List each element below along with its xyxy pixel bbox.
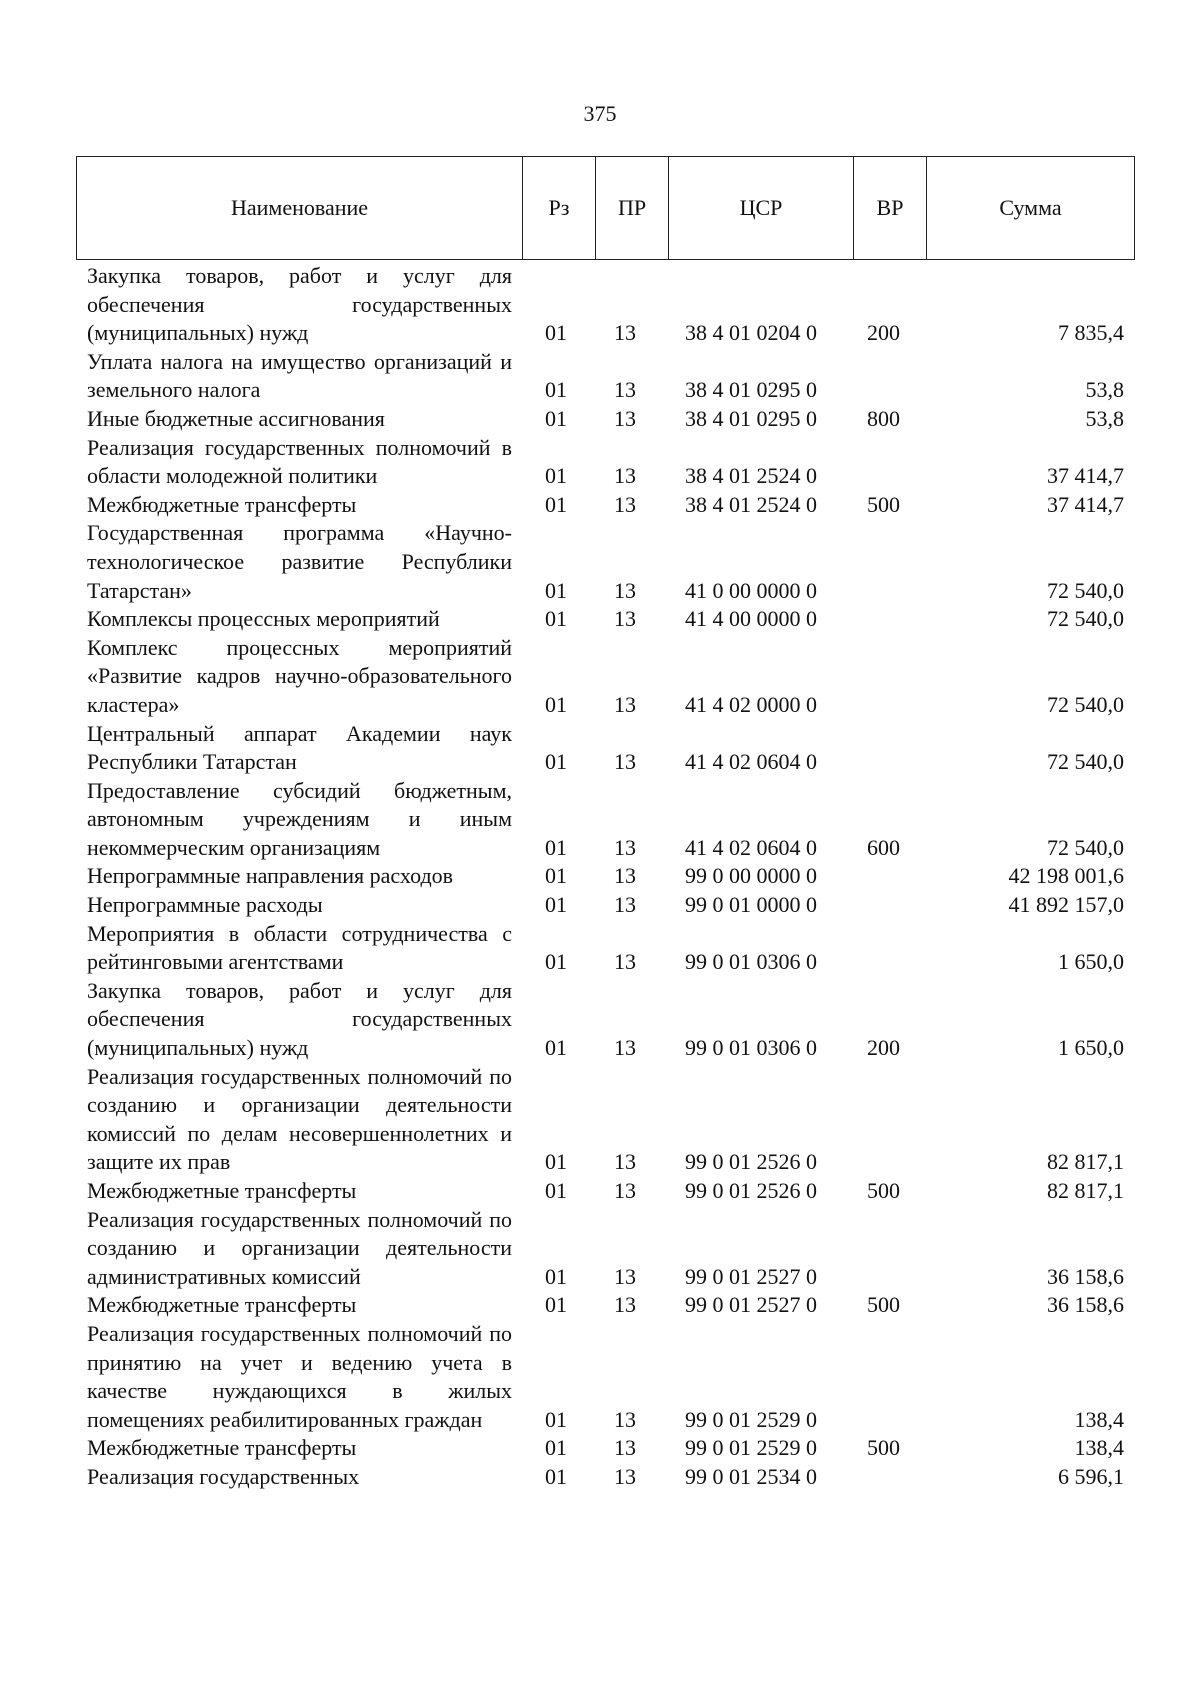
table-row: [0, 1434, 1200, 1463]
row-vr: 500: [867, 1435, 900, 1461]
row-rz: 01: [545, 1149, 567, 1175]
table-row: [0, 434, 1200, 491]
row-pr: 13: [614, 606, 636, 632]
header-sum: Сумма: [926, 157, 1134, 259]
row-csr: 99 0 01 2527 0: [685, 1292, 817, 1318]
row-pr: 13: [614, 1435, 636, 1461]
table-row: [0, 977, 1200, 1063]
row-pr: 13: [614, 1406, 636, 1432]
row-csr: 41 4 02 0000 0: [685, 691, 817, 717]
header-csr: ЦСР: [668, 157, 853, 259]
row-vr: 200: [867, 1035, 900, 1061]
row-csr: 99 0 00 0000 0: [685, 863, 817, 889]
table-row: [0, 262, 1200, 348]
row-csr: 41 0 00 0000 0: [685, 577, 817, 603]
row-csr: 99 0 01 0306 0: [685, 949, 817, 975]
row-name: Межбюджетные трансферты: [87, 1435, 357, 1461]
row-rz: 01: [545, 691, 567, 717]
row-rz: 01: [545, 1292, 567, 1318]
row-pr: 13: [614, 1292, 636, 1318]
row-vr: 200: [867, 320, 900, 346]
row-rz: 01: [545, 863, 567, 889]
row-sum: 82 817,1: [1047, 1149, 1124, 1175]
row-pr: 13: [614, 749, 636, 775]
header-name: Наименование: [230, 195, 369, 220]
row-csr: 41 4 02 0604 0: [685, 834, 817, 860]
header-vr: ВР: [853, 157, 926, 259]
row-rz: 01: [545, 491, 567, 517]
table-row: [0, 891, 1200, 920]
row-csr: 38 4 01 0295 0: [685, 405, 817, 431]
table-body: [0, 262, 1200, 1492]
row-sum: 6 596,1: [1058, 1463, 1124, 1489]
row-rz: 01: [545, 1263, 567, 1289]
row-csr: 38 4 01 2524 0: [685, 463, 817, 489]
row-sum: 1 650,0: [1058, 1035, 1124, 1061]
row-sum: 72 540,0: [1047, 577, 1124, 603]
table-row: [0, 720, 1200, 777]
row-name: Иные бюджетные ассигнования: [87, 405, 385, 431]
header-pr: ПР: [595, 157, 668, 259]
row-rz: 01: [545, 1406, 567, 1432]
row-rz: 01: [545, 892, 567, 918]
row-pr: 13: [614, 1463, 636, 1489]
row-vr: 500: [867, 1178, 900, 1203]
row-csr: 99 0 01 2527 0: [685, 1263, 817, 1289]
row-name: Центральный аппарат Академии наук Республики Татарстан: [87, 720, 512, 775]
row-rz: 01: [545, 1435, 567, 1461]
row-sum: 53,8: [1085, 377, 1124, 403]
table-row: [0, 1063, 1200, 1177]
row-pr: 13: [614, 577, 636, 603]
row-rz: 01: [545, 1463, 567, 1489]
row-rz: 01: [545, 949, 567, 975]
row-pr: 13: [614, 491, 636, 517]
row-name: Межбюджетные трансферты: [87, 1178, 357, 1203]
table-row: [0, 491, 1200, 520]
row-pr: 13: [614, 863, 636, 889]
table-row: [0, 1463, 1200, 1492]
table-row: [0, 777, 1200, 863]
row-sum: 138,4: [1074, 1406, 1124, 1432]
row-rz: 01: [545, 577, 567, 603]
table-row: [0, 1291, 1200, 1320]
row-csr: 99 0 01 0306 0: [685, 1035, 817, 1061]
table-row: [0, 920, 1200, 977]
row-vr: 600: [867, 834, 900, 860]
row-pr: 13: [614, 892, 636, 918]
row-name: Межбюджетные трансферты: [87, 491, 357, 517]
table-row: [0, 348, 1200, 405]
row-pr: 13: [614, 405, 636, 431]
row-pr: 13: [614, 1178, 636, 1203]
row-csr: 99 0 01 2529 0: [685, 1406, 817, 1432]
row-sum: 82 817,1: [1047, 1178, 1124, 1203]
row-name: Межбюджетные трансферты: [87, 1292, 357, 1318]
row-pr: 13: [614, 949, 636, 975]
row-pr: 13: [614, 691, 636, 717]
row-pr: 13: [614, 1149, 636, 1175]
row-rz: 01: [545, 606, 567, 632]
row-sum: 37 414,7: [1047, 491, 1124, 517]
row-name: Реализация государственных полномочий по принятию на учет и ведению учета в качестве нуждающихся в жилых помещениях реабилитированных граждан: [87, 1320, 512, 1432]
row-name: Мероприятия в области сотрудничества с рейтинговыми агентствами: [87, 920, 512, 975]
table-row: [0, 1320, 1200, 1434]
table-header: [76, 156, 1135, 260]
row-pr: 13: [614, 320, 636, 346]
row-sum: 7 835,4: [1058, 320, 1124, 346]
row-name: Непрограммные расходы: [87, 892, 323, 918]
row-csr: 99 0 01 2526 0: [685, 1149, 817, 1175]
row-name: Непрограммные направления расходов: [87, 863, 454, 889]
table-row: [0, 519, 1200, 605]
row-rz: 01: [545, 405, 567, 431]
row-sum: 53,8: [1085, 405, 1124, 431]
row-sum: 1 650,0: [1058, 949, 1124, 975]
row-name: Комплексы процессных мероприятий: [87, 606, 440, 632]
row-rz: 01: [545, 749, 567, 775]
row-sum: 36 158,6: [1047, 1292, 1124, 1318]
page-number: 375: [583, 101, 617, 126]
row-name: Реализация государственных: [87, 1463, 360, 1489]
row-csr: 99 0 01 2529 0: [685, 1435, 817, 1461]
row-pr: 13: [614, 1035, 636, 1061]
row-sum: 72 540,0: [1047, 749, 1124, 775]
row-sum: 37 414,7: [1047, 463, 1124, 489]
row-csr: 38 4 01 2524 0: [685, 491, 817, 517]
table-row: [0, 1206, 1200, 1292]
row-pr: 13: [614, 463, 636, 489]
row-rz: 01: [545, 1178, 567, 1203]
table-row: [0, 405, 1200, 434]
row-sum: 42 198 001,6: [1008, 863, 1124, 889]
row-vr: 500: [867, 491, 900, 517]
row-name: Реализация государственных полномочий в области молодежной политики: [87, 434, 512, 489]
table-row: [0, 862, 1200, 891]
row-name: Реализация государственных полномочий по созданию и организации деятельности комиссий по делам несовершеннолетних и защите их прав: [87, 1063, 512, 1175]
row-name: Закупка товаров, работ и услуг для обеспечения государственных (муниципальных) нужд: [87, 977, 512, 1061]
row-sum: 72 540,0: [1047, 606, 1124, 632]
row-name: Закупка товаров, работ и услуг для обеспечения государственных (муниципальных) нужд: [87, 263, 512, 346]
row-vr: 800: [867, 405, 900, 431]
row-csr: 38 4 01 0295 0: [685, 377, 817, 403]
row-sum: 72 540,0: [1047, 691, 1124, 717]
row-name: Государственная программа «Научно-технологическое развитие Республики Татарстан»: [87, 520, 512, 603]
table-row: [0, 634, 1200, 720]
row-csr: 99 0 01 0000 0: [685, 892, 817, 918]
row-csr: 38 4 01 0204 0: [685, 320, 817, 346]
row-name: Уплата налога на имущество организаций и земельного налога: [87, 348, 512, 403]
row-csr: 99 0 01 2526 0: [685, 1178, 817, 1203]
row-rz: 01: [545, 320, 567, 346]
row-sum: 72 540,0: [1047, 834, 1124, 860]
row-pr: 13: [614, 834, 636, 860]
row-sum: 36 158,6: [1047, 1263, 1124, 1289]
table-row: [0, 605, 1200, 634]
row-sum: 41 892 157,0: [1008, 892, 1124, 918]
header-rz: Рз: [522, 157, 595, 259]
row-csr: 99 0 01 2534 0: [685, 1463, 817, 1489]
row-sum: 138,4: [1074, 1435, 1124, 1461]
row-csr: 41 4 00 0000 0: [685, 606, 817, 632]
row-csr: 41 4 02 0604 0: [685, 749, 817, 775]
row-vr: 500: [867, 1292, 900, 1318]
row-rz: 01: [545, 1035, 567, 1061]
row-rz: 01: [545, 463, 567, 489]
row-name: Предоставление субсидий бюджетным, автономным учреждениям и иным некоммерческим организациям: [87, 777, 512, 860]
table-row: [0, 1177, 1200, 1206]
row-pr: 13: [614, 1263, 636, 1289]
row-rz: 01: [545, 377, 567, 403]
row-name: Комплекс процессных мероприятий «Развитие кадров научно-образовательного кластера»: [87, 634, 512, 717]
row-rz: 01: [545, 834, 567, 860]
row-pr: 13: [614, 377, 636, 403]
row-name: Реализация государственных полномочий по созданию и организации деятельности административных комиссий: [87, 1206, 512, 1289]
